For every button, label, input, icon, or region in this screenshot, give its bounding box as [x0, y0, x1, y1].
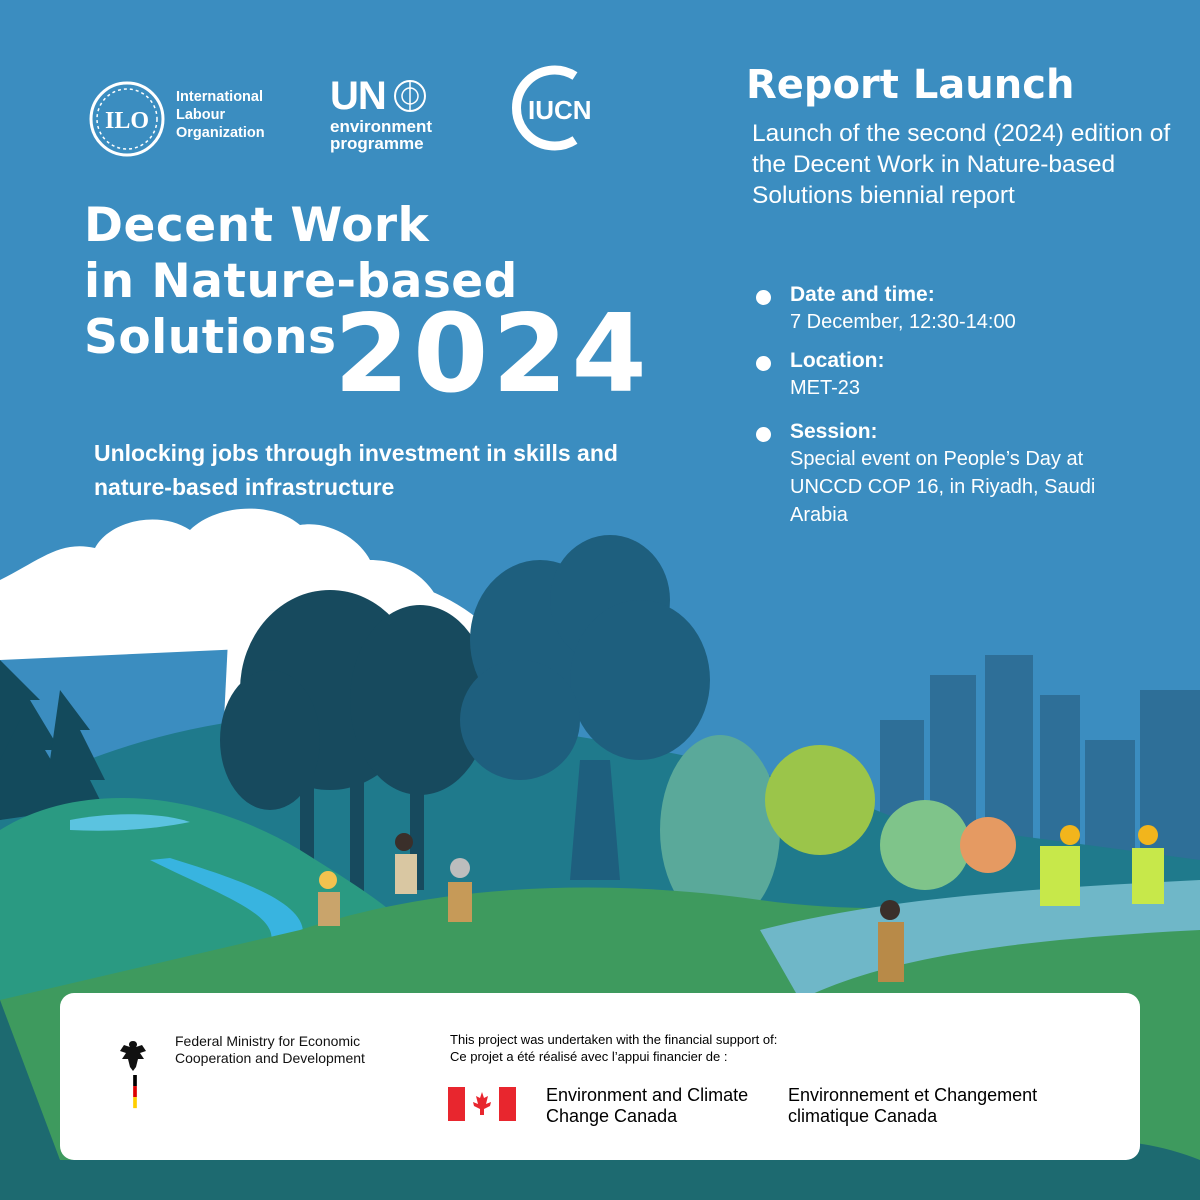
unep-sub2: programme [330, 134, 424, 153]
unep-un-text: UN [330, 74, 386, 118]
bullet-icon [756, 356, 771, 371]
launch-heading: Report Launch [746, 62, 1075, 108]
report-year: 2024 [334, 292, 651, 417]
info-date-label: Date and time: [790, 283, 935, 306]
eccc-french: Environnement et Changement climatique Canada [788, 1085, 1038, 1126]
ilo-name: International Labour Organization [176, 89, 265, 141]
title-line-2: in Nature-based [84, 254, 518, 309]
mint-tree [880, 800, 970, 890]
eccc-english: Environment and Climate Change Canada [546, 1085, 749, 1126]
title-line-3: Solutions [84, 310, 337, 365]
info-session [756, 419, 1176, 529]
ilo-emblem-icon [88, 80, 166, 158]
launch-description: Launch of the second (2024) edition of the Decent Work in Nature-based Solutions biennial report [752, 120, 1171, 209]
info-date-value: 7 December, 12:30-14:00 [790, 311, 1016, 333]
info-session-label: Session: [790, 420, 878, 443]
support-fr: Ce projet a été réalisé avec l’appui financier de : [450, 1049, 728, 1064]
bullet-icon [756, 427, 771, 442]
support-en: This project was undertaken with the financial support of: [450, 1032, 778, 1047]
ilo-letters: ILO [104, 108, 150, 134]
support-statement [450, 1031, 1050, 1065]
iucn-text: IUCN [528, 95, 592, 125]
info-location-value: MET-23 [790, 377, 861, 399]
canada-flag-icon [448, 1087, 516, 1121]
info-session-value: Special event on People’s Day at UNCCD COP 16, in Riyadh, Saudi Arabia [790, 448, 1096, 526]
info-date [756, 282, 1176, 336]
info-location-label: Location: [790, 349, 885, 372]
lime-tree [765, 745, 875, 855]
info-location [756, 348, 1176, 402]
orange-tree [960, 817, 1016, 873]
sponsor-card [60, 993, 1140, 1160]
unep-logo [330, 76, 450, 152]
german-eagle-icon [118, 1039, 148, 1073]
bmz-name: Federal Ministry for Economic Cooperation and Development [175, 1033, 365, 1066]
bullet-icon [756, 290, 771, 305]
title-line-1: Decent Work [84, 198, 430, 253]
unep-sub1: environment [330, 117, 433, 136]
german-flag-bar [132, 1075, 138, 1129]
report-subtitle: Unlocking jobs through investment in skills and nature-based infrastructure [94, 440, 618, 500]
un-globe-icon [392, 78, 428, 114]
